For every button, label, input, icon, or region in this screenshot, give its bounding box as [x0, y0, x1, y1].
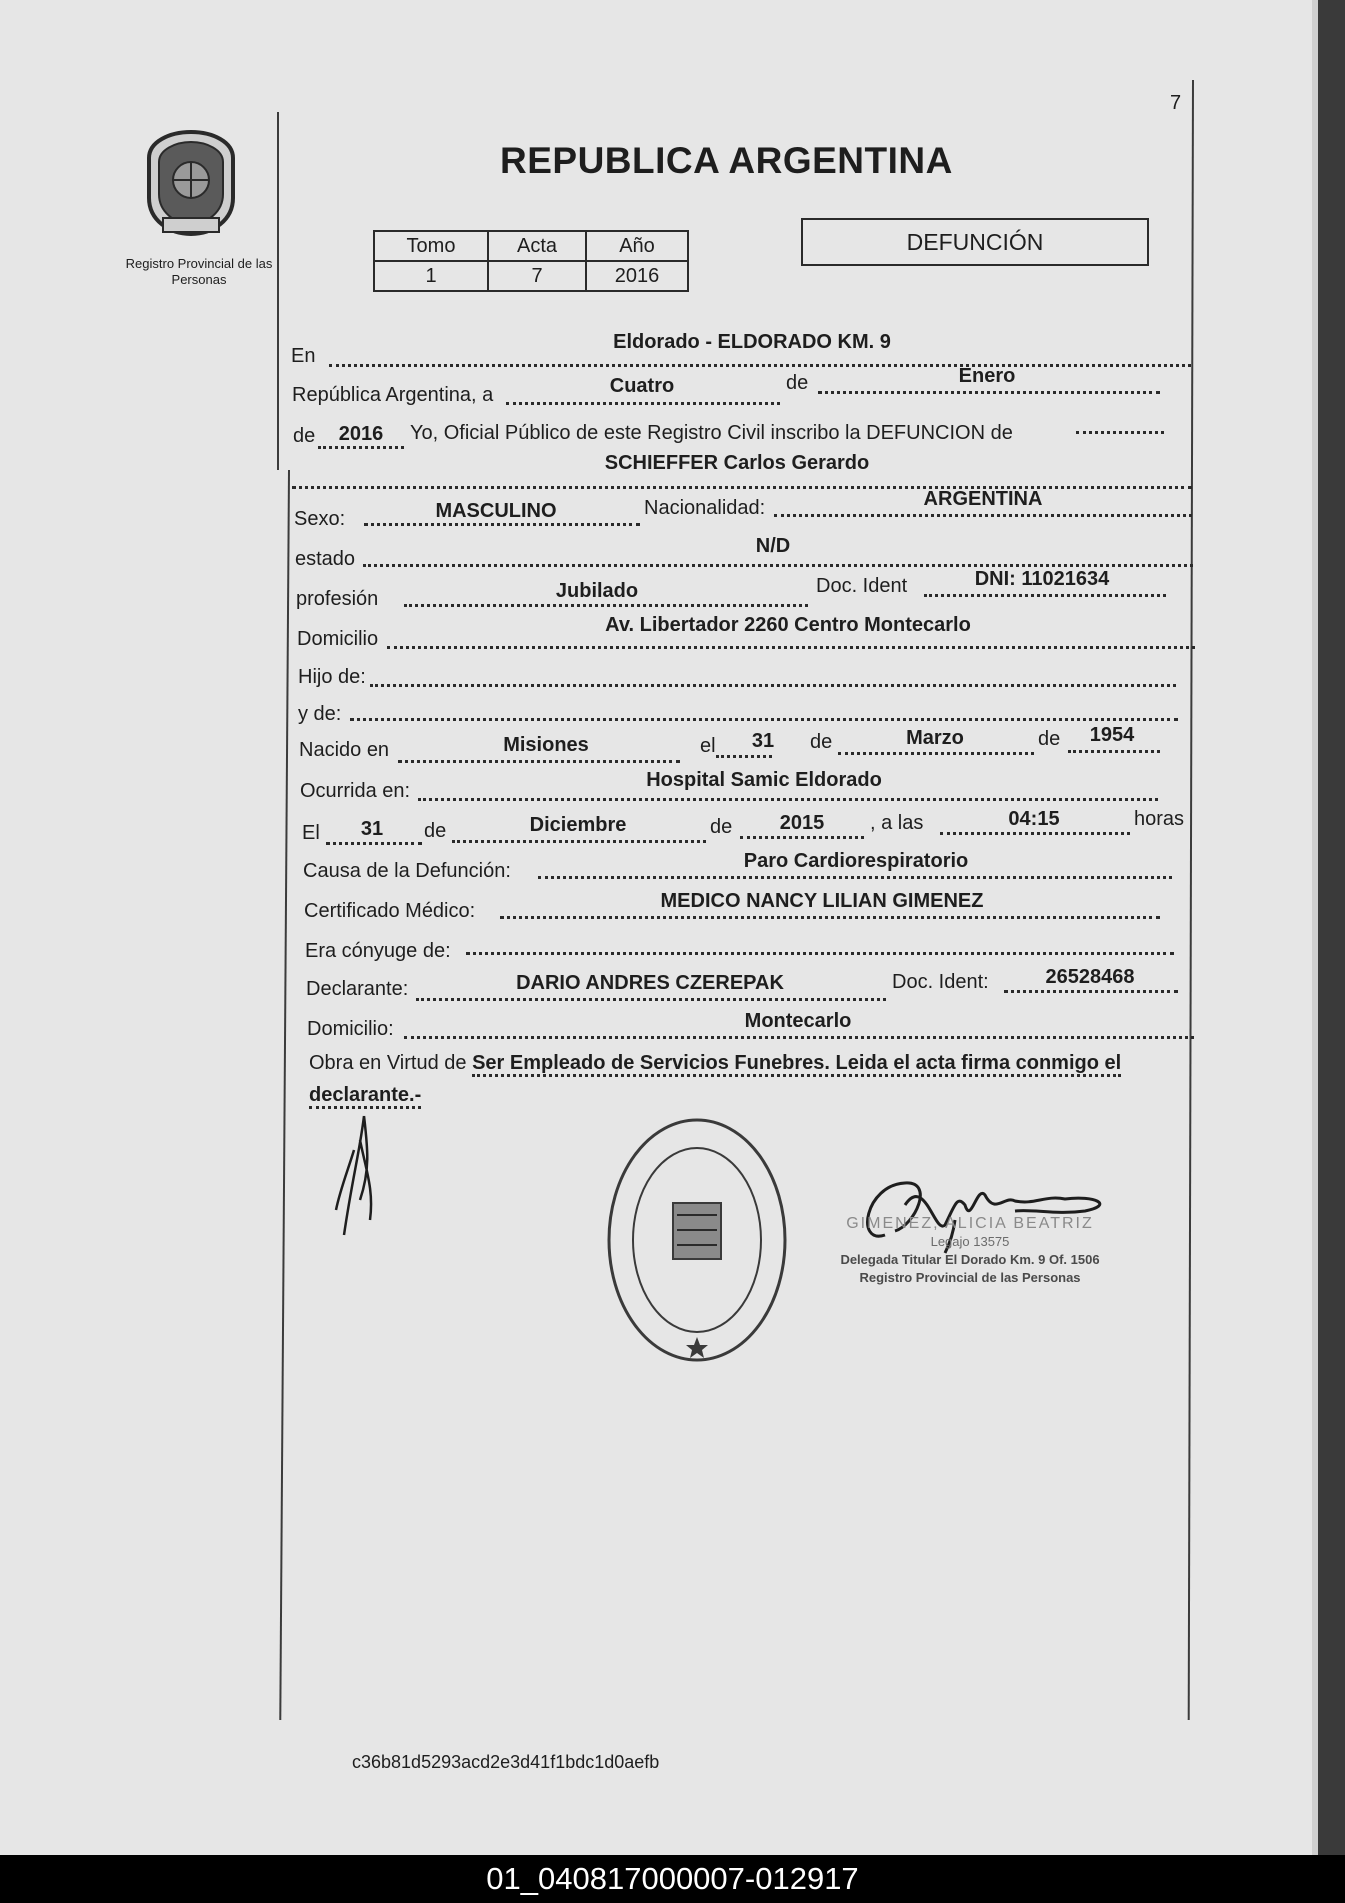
label-profesion: profesión [296, 588, 379, 610]
record-type-box: DEFUNCIÓN [801, 218, 1149, 266]
label-doc-ident: Doc. Ident [816, 575, 908, 597]
label-doc-ident-2: Doc. Ident: [892, 971, 989, 993]
dots-yo-end [1076, 431, 1164, 434]
value-tomo: 1 [374, 261, 488, 291]
header-tomo: Tomo [374, 231, 488, 261]
label-de-6: de [710, 816, 733, 838]
label-y-de: y de: [298, 703, 342, 725]
value-declarante-domicilio: Montecarlo [744, 1010, 852, 1032]
dots-muerte-mes [452, 840, 706, 843]
dots-conyuge [466, 952, 1174, 955]
label-de-2: de [293, 425, 316, 447]
dots-hora [940, 832, 1130, 835]
label-obra: Obra en Virtud de [309, 1052, 467, 1074]
value-nacionalidad: ARGENTINA [923, 488, 1043, 510]
label-hijo-de: Hijo de: [298, 666, 366, 688]
header-anio: Año [586, 231, 688, 261]
dots-certificado [500, 916, 1160, 919]
value-muerte-anio: 2015 [779, 812, 825, 834]
value-hora: 04:15 [1008, 808, 1060, 830]
label-republica: República Argentina, a [292, 384, 494, 406]
value-obra: Ser Empleado de Servicios Funebres. Leida el acta firma conmigo el declarante.- [309, 1052, 1121, 1109]
value-anio: 2016 [586, 261, 688, 291]
value-dni: DNI: 11021634 [974, 568, 1110, 590]
header-acta: Acta [488, 231, 586, 261]
dots-nacido-en [398, 760, 680, 763]
dots-domicilio [387, 646, 1195, 649]
page-number: 7 [1170, 92, 1182, 114]
value-profesion: Jubilado [555, 580, 639, 602]
label-domicilio-2: Domicilio: [307, 1018, 394, 1040]
label-causa: Causa de la Defunción: [303, 860, 511, 882]
value-certificado: MEDICO NANCY LILIAN GIMENEZ [660, 890, 984, 912]
value-sexo: MASCULINO [435, 500, 557, 522]
right-margin-line [1188, 80, 1194, 1720]
value-muerte-mes: Diciembre [529, 814, 627, 836]
value-dia: Cuatro [609, 375, 675, 397]
dots-nacionalidad [774, 514, 1192, 517]
dots-y-de [350, 718, 1178, 721]
label-domicilio: Domicilio [297, 628, 379, 650]
record-value-row [374, 261, 688, 291]
dots-profesion [404, 604, 808, 607]
left-margin-line-lower [279, 470, 290, 1720]
value-domicilio: Av. Libertador 2260 Centro Montecarlo [605, 614, 971, 636]
value-lugar: Eldorado - ELDORADO KM. 9 [613, 331, 891, 353]
official-cargo: Delegada Titular El Dorado Km. 9 Of. 1506 [840, 1252, 1100, 1267]
value-acta: 7 [488, 261, 586, 291]
dots-muerte-dia [326, 842, 422, 845]
dots-nacido-mes [838, 752, 1034, 755]
registry-label: Registro Provincial de las Personas [125, 256, 273, 287]
label-declarante: Declarante: [306, 978, 409, 1000]
official-name: GIMENEZ, ALICIA BEATRIZ [846, 1215, 1094, 1232]
dots-dni [924, 594, 1166, 597]
dots-sexo [364, 523, 640, 526]
value-nacido-en: Misiones [503, 734, 589, 756]
dots-hijo-de [370, 684, 1176, 687]
value-nombre: SCHIEFFER Carlos Gerardo [604, 452, 870, 474]
label-el-cap: El [302, 822, 320, 844]
label-nacido-en: Nacido en [299, 739, 390, 761]
footer-code: 01_040817000007-012917 [486, 1861, 859, 1896]
footer-band [0, 1855, 1345, 1903]
dots-ocurrida-en [418, 798, 1158, 801]
record-table [373, 230, 689, 292]
dots-declarante-doc [1004, 990, 1178, 993]
declarant-signature-icon [330, 1110, 390, 1240]
label-en: En [291, 345, 316, 367]
label-nacionalidad: Nacionalidad: [644, 497, 766, 519]
dots-declarante-domicilio [404, 1036, 1194, 1039]
value-nacido-mes: Marzo [906, 727, 964, 749]
obra-paragraph [309, 1047, 1204, 1111]
value-nacido-anio: 1954 [1089, 724, 1135, 746]
label-estado: estado [295, 548, 356, 570]
label-a-las: , a las [870, 812, 924, 834]
dots-nombre [292, 486, 1192, 489]
dots-dia [506, 402, 780, 405]
official-stamp [820, 1215, 1120, 1287]
value-declarante-doc: 26528468 [1045, 966, 1135, 988]
label-yo: Yo, Oficial Público de este Registro Civil inscribo la DEFUNCION de [410, 422, 1013, 444]
dots-declarante [416, 998, 886, 1001]
label-conyuge: Era cónyuge de: [305, 940, 451, 962]
value-muerte-dia: 31 [360, 818, 384, 840]
dots-lugar [329, 364, 1191, 367]
record-header-row [374, 231, 688, 261]
registry-delegation-stamp-icon [605, 1115, 790, 1365]
label-sexo: Sexo: [294, 508, 346, 530]
label-de-1: de [786, 372, 809, 394]
provincia-de-misiones-seal-icon [143, 128, 239, 238]
value-mes: Enero [958, 365, 1016, 387]
label-horas: horas [1134, 808, 1185, 830]
dots-mes [818, 391, 1160, 394]
label-de-3: de [810, 731, 833, 753]
value-ocurrida-en: Hospital Samic Eldorado [646, 769, 882, 791]
dots-estado [363, 564, 1193, 567]
label-de-5: de [424, 820, 447, 842]
value-declarante: DARIO ANDRES CZEREPAK [516, 972, 784, 994]
official-registro: Registro Provincial de las Personas [859, 1270, 1081, 1285]
label-certificado: Certificado Médico: [304, 900, 476, 922]
dots-nacido-anio [1068, 750, 1160, 753]
dots-muerte-anio [740, 836, 864, 839]
dots-anio [318, 446, 404, 449]
document-hash: c36b81d5293acd2e3d41f1bdc1d0aefb [352, 1752, 660, 1772]
value-anio: 2016 [338, 423, 384, 445]
official-legajo: Legajo 13575 [930, 1234, 1010, 1249]
label-el: el [700, 735, 716, 757]
page-title: REPUBLICA ARGENTINA [500, 140, 953, 181]
dots-nacido-dia [716, 755, 772, 758]
label-de-4: de [1038, 728, 1061, 750]
label-ocurrida-en: Ocurrida en: [300, 780, 411, 802]
value-estado: N/D [755, 535, 791, 557]
value-causa: Paro Cardiorespiratorio [743, 850, 969, 872]
value-nacido-dia: 31 [751, 730, 775, 752]
left-margin-line [277, 112, 279, 470]
dots-causa [538, 876, 1172, 879]
